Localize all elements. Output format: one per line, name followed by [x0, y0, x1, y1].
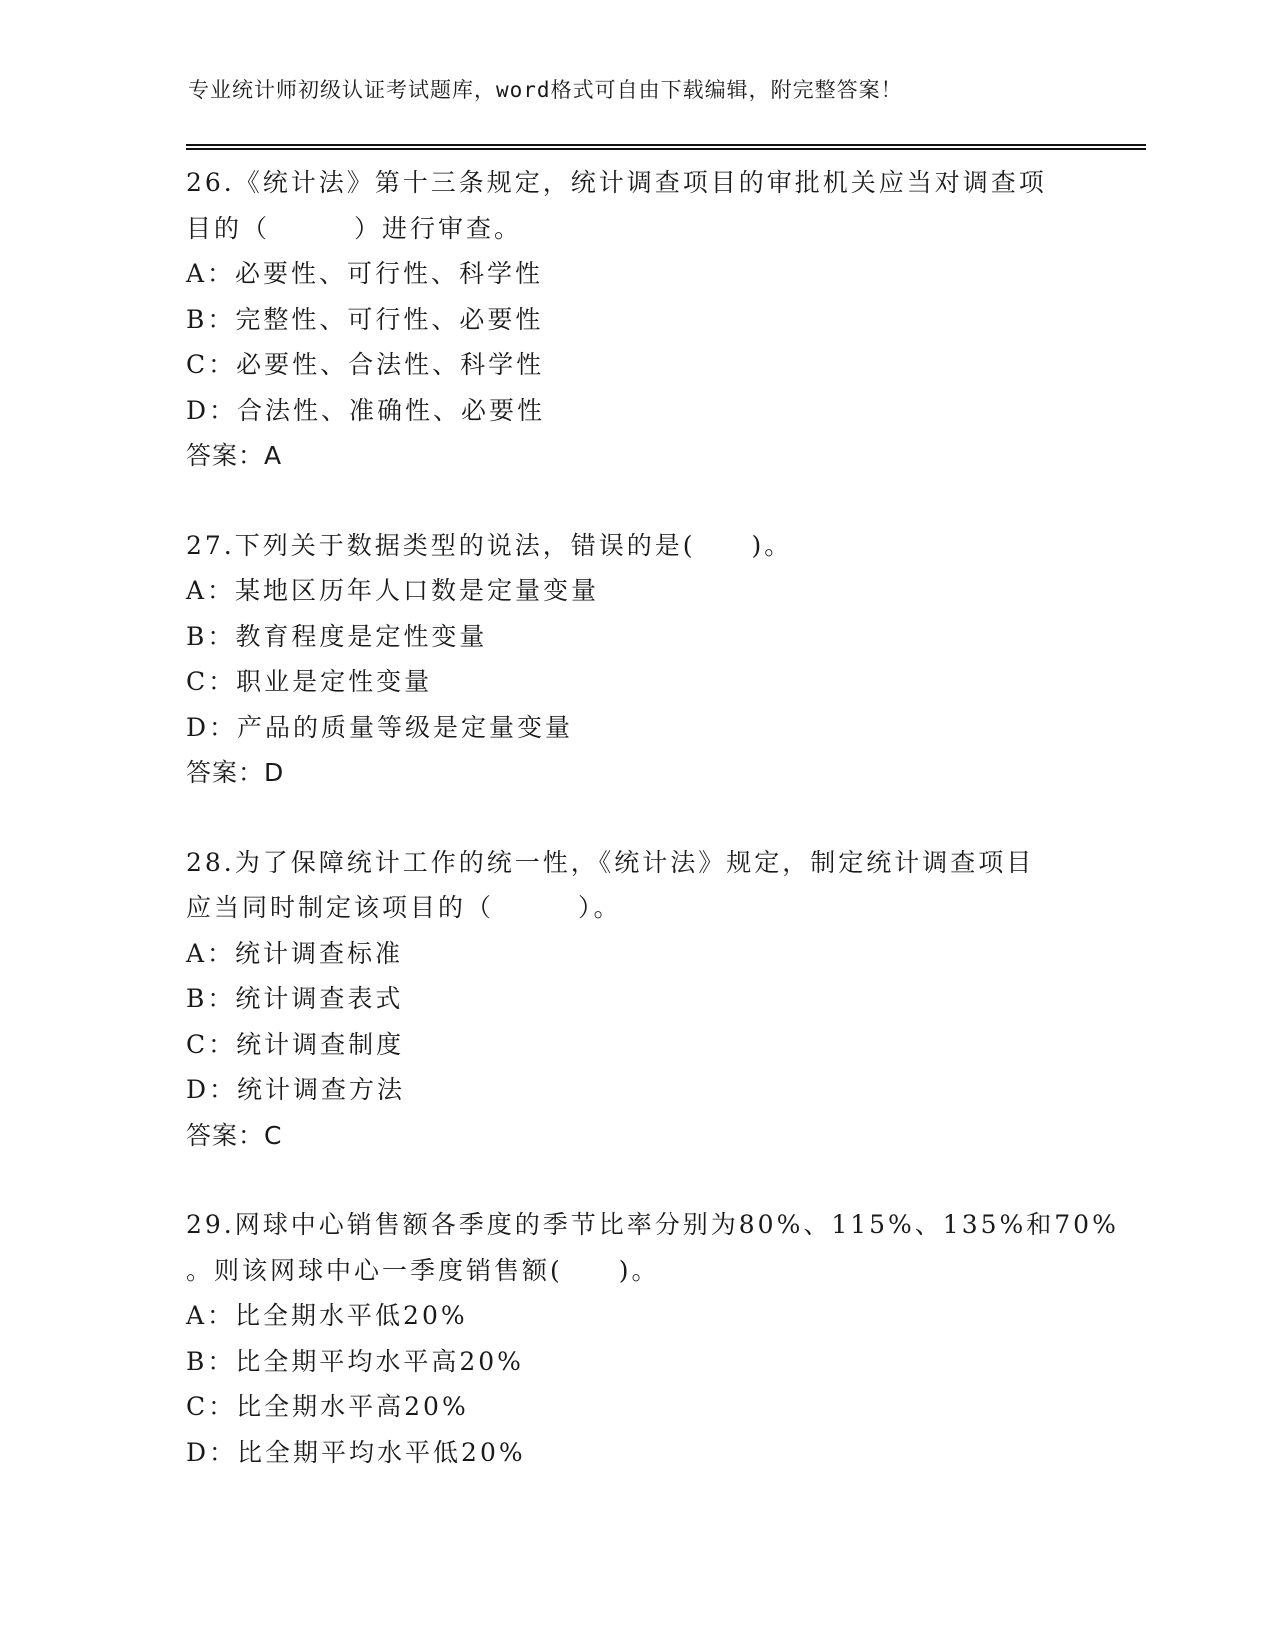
option-d: D：比全期平均水平低20%	[186, 1437, 526, 1467]
question-stem: 29.网球中心销售额各季度的季节比率分别为80%、115%、135%和70%	[186, 1210, 1119, 1239]
option-c: C：必要性、合法性、科学性	[186, 350, 545, 379]
option-b: B：教育程度是定性变量	[186, 621, 488, 651]
question-stem: 应当同时制定该项目的（ ）。	[186, 893, 622, 922]
question-29	[186, 1202, 1119, 1475]
question-27	[186, 523, 1086, 796]
option-a: A：比全期水平低20%	[186, 1301, 468, 1330]
answer: 答案：D	[186, 758, 285, 787]
option-a: A：必要性、可行性、科学性	[186, 259, 544, 288]
option-c: C：统计调查制度	[186, 1029, 405, 1059]
option-c: C：职业是定性变量	[186, 667, 433, 696]
option-d: D：产品的质量等级是定量变量	[186, 712, 574, 742]
option-b: B：完整性、可行性、必要性	[186, 304, 544, 334]
question-stem: 。则该网球中心一季度销售额( )。	[186, 1255, 660, 1285]
option-b: B：比全期平均水平高20%	[186, 1346, 524, 1376]
question-stem: 27.下列关于数据类型的说法，错误的是( )。	[186, 530, 793, 560]
question-stem: 目的（ ）进行审查。	[186, 213, 523, 243]
answer: 答案：A	[186, 441, 283, 470]
option-d: D：合法性、准确性、必要性	[186, 395, 546, 425]
option-a: A：某地区历年人口数是定量变量	[186, 576, 600, 605]
option-a: A：统计调查标准	[186, 938, 404, 968]
option-b: B：统计调查表式	[186, 984, 404, 1013]
question-list	[186, 160, 1119, 1519]
header-divider	[186, 144, 1146, 150]
page-header: 专业统计师初级认证考试题库，word格式可自由下载编辑，附完整答案！	[188, 78, 903, 102]
question-stem: 26.《统计法》第十三条规定，统计调查项目的审批机关应当对调查项	[186, 168, 1047, 197]
option-c: C：比全期水平高20%	[186, 1392, 469, 1421]
option-d: D：统计调查方法	[186, 1075, 406, 1104]
question-stem: 28.为了保障统计工作的统一性，《统计法》规定，制定统计调查项目	[186, 847, 1035, 877]
question-26	[186, 160, 1086, 479]
answer: 答案：C	[186, 1120, 283, 1150]
question-28	[186, 840, 1086, 1159]
